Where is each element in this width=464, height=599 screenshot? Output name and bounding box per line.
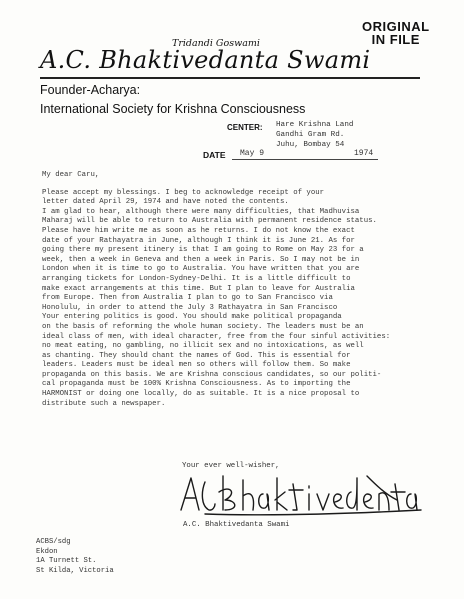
footer-line: 1A Turnett St. [36,557,97,566]
letter-line: Please accept my blessings. I beg to acknowledge receipt of your [42,188,325,197]
footer-address [36,538,114,576]
center-address [276,120,353,151]
letterhead-name: A.C. Bhaktivedanta Swami [40,46,371,74]
footer-line: ACBS/sdg [36,538,71,546]
date-year: 1974 [354,149,374,158]
date-value: May 9 [240,149,265,158]
stamp-line-1: ORIGINAL [362,19,430,34]
footer-line: Ekdon [36,547,58,556]
letter-line: Your entering politics is good. You should make political propaganda [42,313,342,322]
letter-line: distribute such a newspaper. [42,399,166,408]
center-address-line: Juhu, Bombay 54 [276,141,345,150]
letter-line: Maharaj will be able to return to Australia with permanent residence status. [42,217,377,226]
letter-line: date of your Rathayatra in June, although I think it is June 21. As for [42,236,355,245]
letter-line: going there my present itinery is that I am going to Rome on May 23 for a [42,246,364,255]
letter-line: London when it is time to go to Australia. You have written that you are [42,265,360,274]
footer-line: St Kilda, Victoria [36,566,114,575]
letter-line: propaganda on this basis. We are Krishna conscious candidates, so our politi- [42,370,382,379]
letter-line: arranging tickets for London-Sydney-Delhi. It is a little difficult to [42,274,351,283]
salutation: My dear Caru, [42,171,100,179]
letter-line: leaders. Leaders must be ideal men so others will follow them. So make [42,361,351,370]
title-prefix: Tridandi Goswami [172,38,260,49]
letter-line: Honolulu, in order to attend the July 3 Rathayatra in San Francisco [42,303,338,312]
center-address-line: Hare Krishna Land [276,121,354,129]
signature-name: A.C. Bhaktivedanta Swami [183,521,290,529]
letter-line: week, then a week in Geneva and then a week in Paris. So I may not be in [42,255,360,264]
letter-line: I am glad to hear, although there were many difficulties, that Madhuvisa [42,207,360,216]
letter-line: ideal class of men, with ideal character, free from the four sinful activities: [42,332,391,341]
letter-line: as chanting. They should chant the names of God. This is essential for [42,351,351,360]
handwritten-signature [175,470,425,520]
letter-line: from Europe. Then from Australia I plan to go to San Francisco via [42,294,333,303]
stamp-line-2: IN FILE [371,32,420,47]
letter-line: cal propaganda must be 100% Krishna Consciousness. As to importing the [42,380,351,389]
date-label: DATE [203,150,226,160]
letter-line: no meat eating, no gambling, no illicit sex and no intoxications, as well [42,342,364,351]
date-underline [232,159,378,160]
center-address-line: Gandhi Gram Rd. [276,131,345,140]
letter-line: letter dated April 29, 1974 and have noted the contents. [42,198,289,207]
letter-body [42,171,422,409]
letter-line: HARMONIST or doing one locally, do as suitable. It is a nice proposal to [42,390,360,399]
letter-line: make exact arrangements at this time. But I plan to leave for Australia [42,284,355,293]
letter-line: on the basis of reforming the whole human society. The leaders must be an [42,322,364,331]
paragraph-gap [42,181,422,189]
founder-title: Founder-Acharya: [40,83,141,97]
closing: Your ever well-wisher, [182,462,280,470]
original-in-file-stamp [362,20,430,46]
center-label: CENTER: [227,123,263,132]
society-name: International Society for Krishna Consciousness [40,102,306,116]
letterhead-rule [40,77,420,79]
letter-line: Please have him write me as soon as he returns. I do not know the exact [42,226,355,235]
